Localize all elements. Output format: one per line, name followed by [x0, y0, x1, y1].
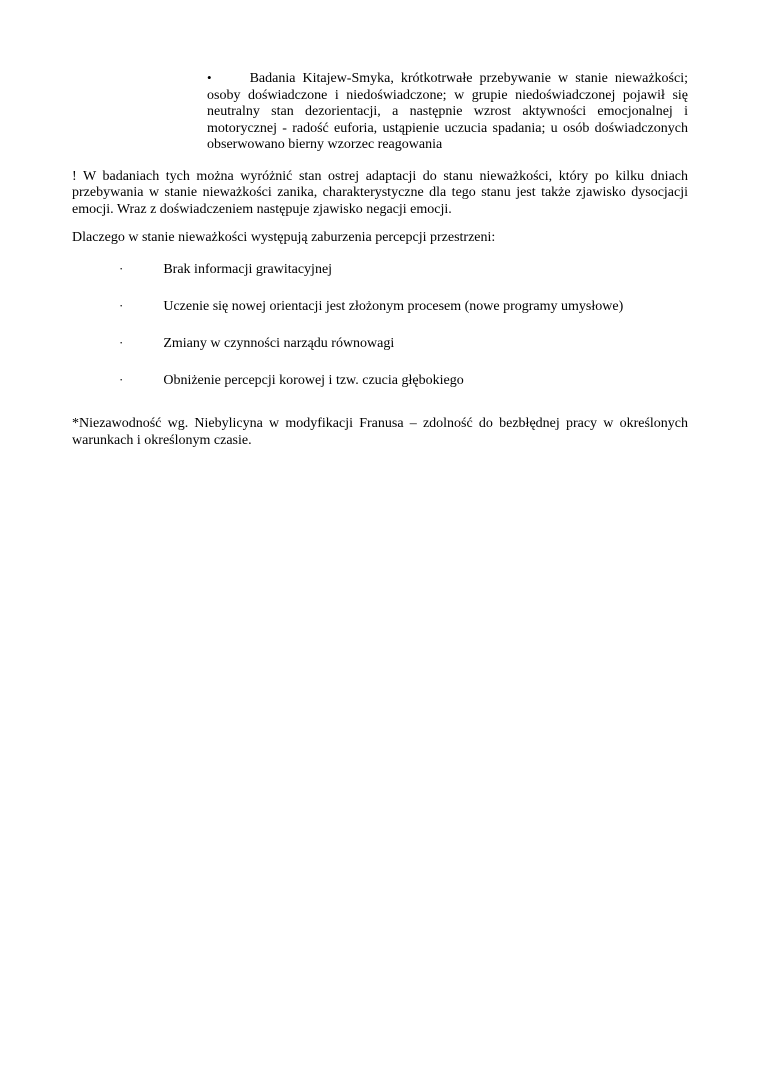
footnote-paragraph: *Niezawodność wg. Niebylicyna w modyfikacji Franusa – zdolność do bezbłędnej pracy w określonych warunkach i określonym czasie. — [72, 416, 688, 448]
document-content — [72, 70, 688, 449]
list-item — [119, 372, 688, 390]
sub-bullet-icon: · — [119, 297, 124, 313]
reasons-list — [119, 261, 688, 390]
bullet-paragraph — [207, 70, 688, 154]
sub-bullet-icon: · — [119, 260, 124, 276]
list-item — [119, 298, 688, 316]
list-item-text: Uczenie się nowej orientacji jest złożonym procesem (nowe programy umysłowe) — [163, 298, 624, 314]
bullet-paragraph-text: Badania Kitajew-Smyka, krótkotrwałe przebywanie w stanie nieważkości; osoby doświadczone i niedoświadczone; w grupie niedoświadczonej pojawił się neutralny stan dezorientacji, a następnie wzrost aktywności emocjonalnej i motorycznej - radość euforia, ustąpienie uczucia spadania; u osób doświadczonych obserwowano bierny wzorzec reagowania — [207, 71, 688, 152]
adaptation-paragraph: ! W badaniach tych można wyróżnić stan ostrej adaptacji do stanu nieważkości, który po kilku dniach przebywania w stanie nieważkości zanika, charakterystyczne dla tego stanu jest także zjawisko dysocjacji emocji. Wraz z doświadczeniem następuje zjawisko negacji emocji. — [72, 168, 688, 217]
list-item — [119, 335, 688, 353]
list-item-text: Zmiany w czynności narządu równowagi — [163, 335, 395, 351]
bullet-icon: • — [207, 70, 212, 85]
question-line: Dlaczego w stanie nieważkości występują zaburzenia percepcji przestrzeni: — [72, 230, 496, 245]
list-item-text: Brak informacji grawitacyjnej — [163, 261, 333, 277]
sub-bullet-icon: · — [119, 371, 124, 387]
list-item-text: Obniżenie percepcji korowej i tzw. czucia głębokiego — [163, 372, 464, 388]
list-item — [119, 261, 688, 279]
sub-bullet-icon: · — [119, 334, 124, 350]
